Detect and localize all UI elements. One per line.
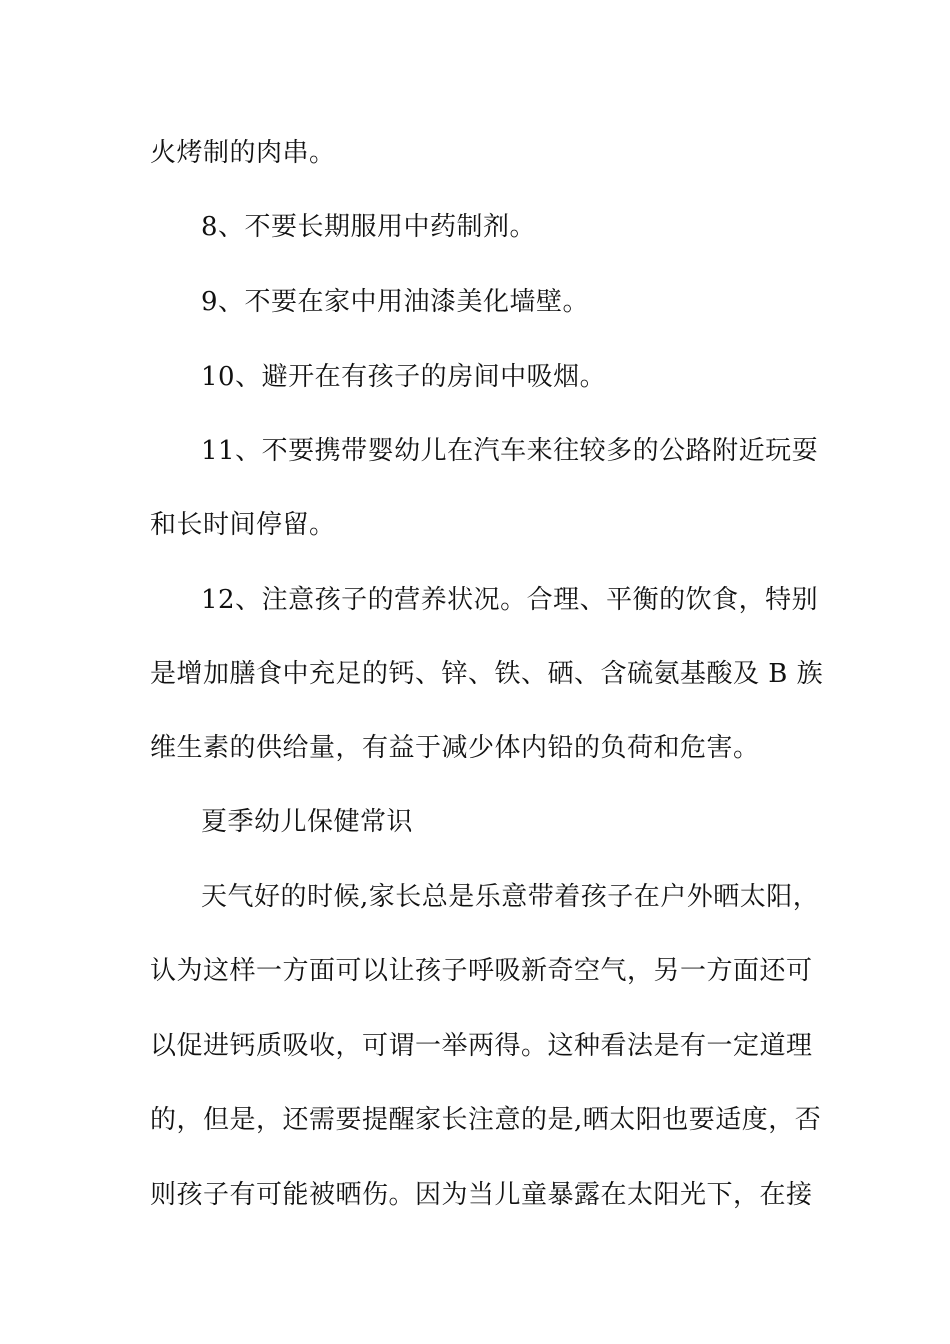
section-heading: 夏季幼儿保健常识 (201, 807, 414, 837)
list-item-10: 10、避开在有孩子的房间中吸烟。 (201, 362, 607, 392)
paragraph-line-4: 的，但是，还需要提醒家长注意的是,晒太阳也要适度，否 (150, 1105, 822, 1135)
list-item-11: 11、不要携带婴幼儿在汽车来往较多的公路附近玩耍 (201, 436, 819, 466)
list-item-8: 8、不要长期服用中药制剂。 (201, 212, 537, 242)
list-item-9: 9、不要在家中用油漆美化墙壁。 (201, 287, 590, 317)
text-line-continuation: 火烤制的肉串。 (150, 138, 336, 168)
list-item-12: 12、注意孩子的营养状况。合理、平衡的饮食，特别 (201, 585, 819, 615)
paragraph-line-1: 天气好的时候,家长总是乐意带着孩子在户外晒太阳， (201, 882, 820, 912)
list-item-11-continuation: 和长时间停留。 (150, 510, 336, 540)
list-item-12-continuation-2: 维生素的供给量，有益于减少体内铅的负荷和危害。 (150, 733, 760, 763)
paragraph-line-2: 认为这样一方面可以让孩子呼吸新奇空气，另一方面还可 (150, 956, 813, 986)
list-item-12-continuation-1: 是增加膳食中充足的钙、锌、铁、硒、含硫氨基酸及 B 族 (150, 659, 824, 689)
paragraph-line-5: 则孩子有可能被晒伤。因为当儿童暴露在太阳光下，在接 (150, 1180, 813, 1210)
paragraph-line-3: 以促进钙质吸收，可谓一举两得。这种看法是有一定道理 (150, 1031, 813, 1061)
